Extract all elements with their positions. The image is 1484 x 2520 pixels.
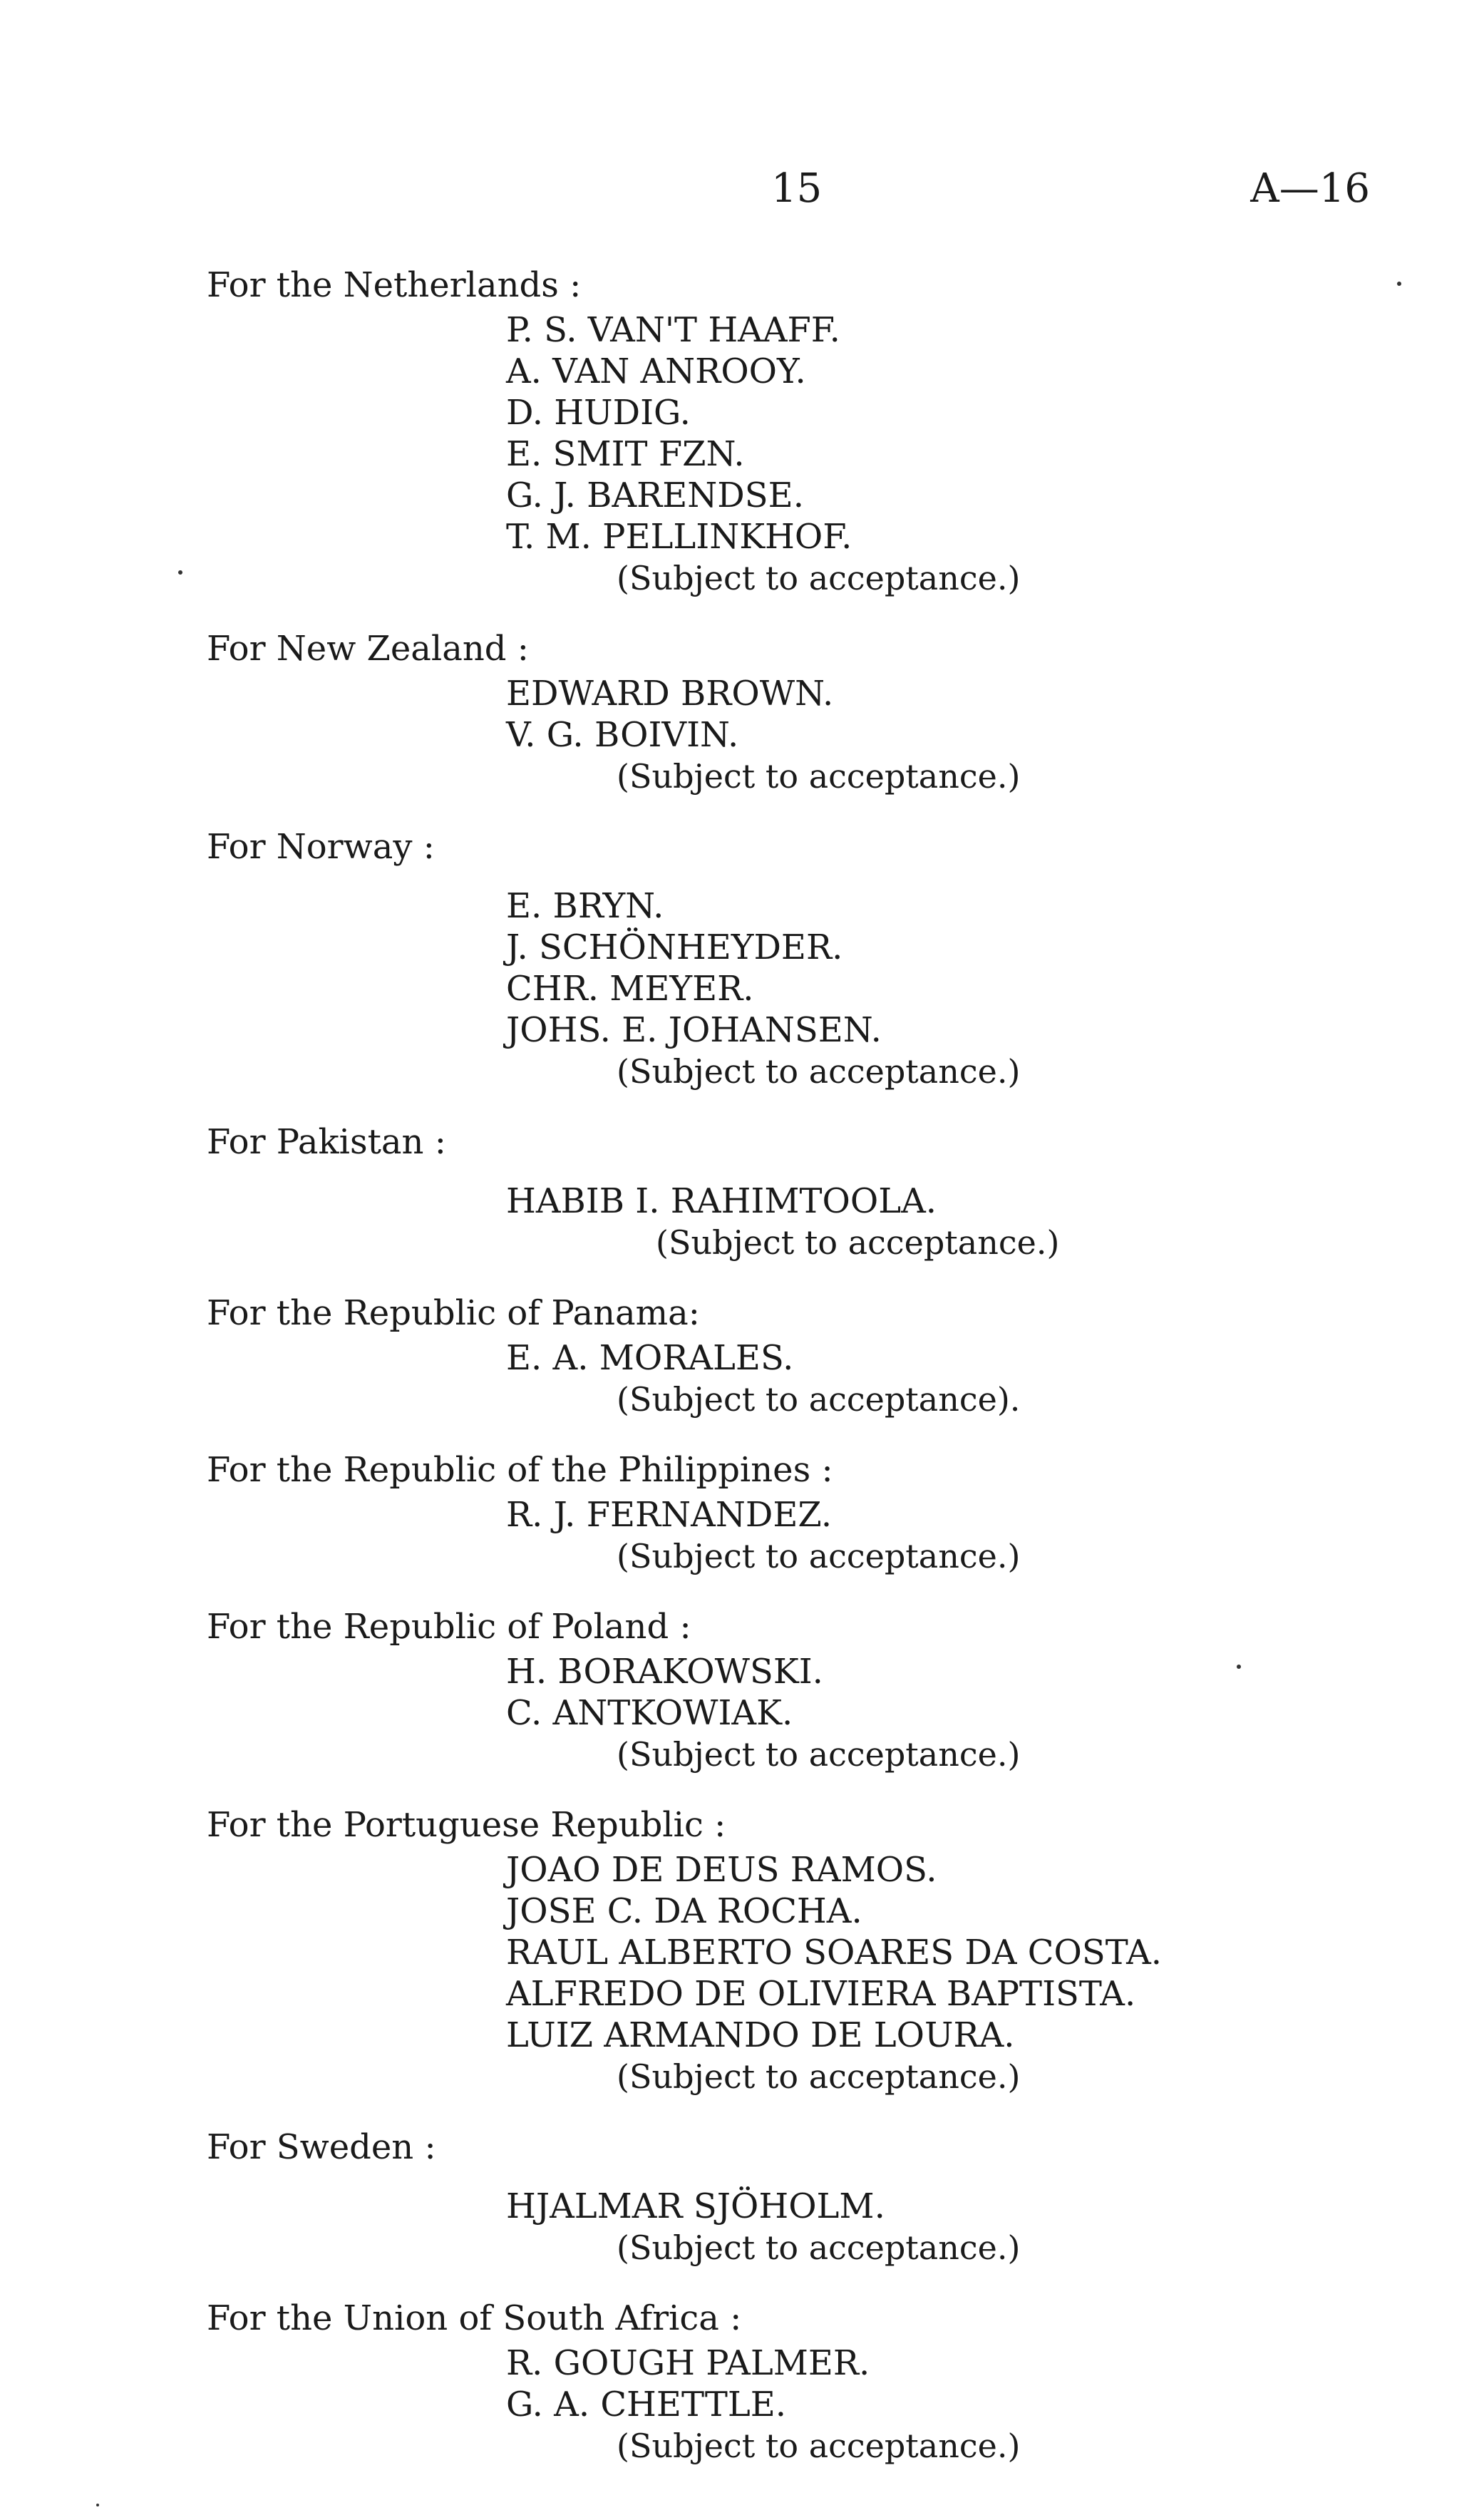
acceptance-note: (Subject to acceptance.)	[617, 559, 1021, 597]
signatory-name: G. A. CHETTLE.	[506, 2385, 787, 2424]
signatory-name: LUIZ ARMANDO DE LOURA.	[506, 2015, 1015, 2055]
paper-speck	[178, 570, 182, 575]
entry-norway	[207, 826, 1390, 1092]
signatory-name: D. HUDIG.	[506, 393, 691, 433]
acceptance-note: (Subject to acceptance.)	[617, 1537, 1021, 1575]
paper-speck	[1397, 282, 1401, 286]
acceptance-note: (Subject to acceptance.)	[617, 757, 1021, 796]
signatory-name: HJALMAR SJÖHOLM.	[506, 2186, 885, 2226]
paper-speck	[96, 2504, 99, 2506]
entry-poland	[207, 1605, 1390, 1775]
signatory-name: G. J. BARENDSE.	[506, 475, 804, 515]
acceptance-note: (Subject to acceptance.)	[617, 1735, 1021, 1774]
signatory-name: JOSE C. DA ROCHA.	[506, 1891, 862, 1931]
signatory-name: H. BORAKOWSKI.	[506, 1652, 823, 1692]
entry-new-zealand	[207, 627, 1390, 797]
signatory-name: J. SCHÖNHEYDER.	[506, 927, 843, 967]
country-heading: For New Zealand :	[207, 629, 529, 669]
country-heading: For Pakistan :	[207, 1122, 446, 1162]
signatory-name: ALFREDO DE OLIVIERA BAPTISTA.	[506, 1974, 1136, 2014]
signatory-name: RAUL ALBERTO SOARES DA COSTA.	[506, 1933, 1163, 1973]
signatory-name: JOAO DE DEUS RAMOS.	[506, 1850, 937, 1890]
entry-panama	[207, 1292, 1390, 1420]
country-heading: For the Union of South Africa :	[207, 2298, 742, 2338]
signatory-name: R. J. FERNANDEZ.	[506, 1495, 833, 1535]
signatory-name: EDWARD BROWN.	[506, 674, 834, 714]
country-heading: For the Republic of Poland :	[207, 1607, 691, 1647]
acceptance-note: (Subject to acceptance.)	[617, 1052, 1021, 1091]
entry-netherlands	[207, 264, 1390, 599]
entry-sweden	[207, 2126, 1390, 2268]
acceptance-note: (Subject to acceptance.)	[617, 2228, 1021, 2267]
signatory-name: CHR. MEYER.	[506, 969, 754, 1009]
page-number: 15	[771, 165, 823, 212]
country-heading: For the Netherlands :	[207, 265, 582, 305]
country-heading: For Sweden :	[207, 2127, 436, 2167]
acceptance-note: (Subject to acceptance).	[617, 1380, 1021, 1419]
signatory-name: C. ANTKOWIAK.	[506, 1693, 793, 1733]
signatory-name: E. SMIT FZN.	[506, 434, 745, 474]
entry-portugal	[207, 1804, 1390, 2097]
acceptance-note: (Subject to acceptance.)	[617, 2427, 1021, 2465]
acceptance-note: (Subject to acceptance.)	[617, 2057, 1021, 2096]
signatory-name: P. S. VAN'T HAAFF.	[506, 310, 840, 350]
signatories-list	[207, 264, 1390, 2495]
signatory-name: V. G. BOIVIN.	[506, 715, 739, 755]
country-heading: For the Republic of Panama:	[207, 1293, 700, 1333]
signatory-name: HABIB I. RAHIMTOOLA.	[506, 1181, 937, 1221]
entry-pakistan	[207, 1121, 1390, 1263]
signatory-name: T. M. PELLINKHOF.	[506, 517, 852, 557]
country-heading: For the Republic of the Philippines :	[207, 1450, 833, 1490]
signatory-name: A. VAN ANROOY.	[506, 351, 806, 391]
entry-philippines	[207, 1449, 1390, 1577]
signatory-name: E. A. MORALES.	[506, 1338, 794, 1378]
country-heading: For Norway :	[207, 827, 435, 867]
acceptance-note: (Subject to acceptance.)	[656, 1223, 1060, 1262]
paper-speck	[1237, 1665, 1241, 1669]
signatory-name: JOHS. E. JOHANSEN.	[506, 1010, 882, 1050]
signatory-name: R. GOUGH PALMER.	[506, 2343, 870, 2383]
document-reference: A—16	[1250, 165, 1370, 212]
country-heading: For the Portuguese Republic :	[207, 1805, 726, 1845]
signatory-name: E. BRYN.	[506, 886, 664, 926]
entry-south-africa	[207, 2297, 1390, 2467]
